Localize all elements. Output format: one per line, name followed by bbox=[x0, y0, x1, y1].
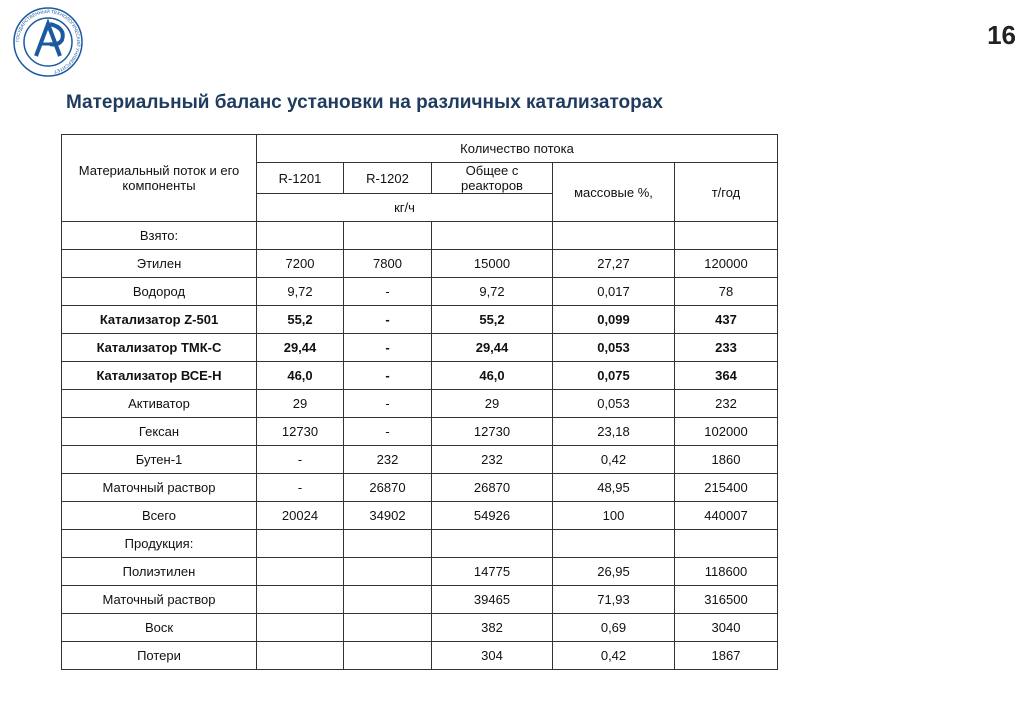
table-row bbox=[62, 334, 778, 362]
cell-r1202: - bbox=[344, 278, 432, 306]
cell-name: Бутен-1 bbox=[62, 446, 257, 474]
cell-r1201 bbox=[257, 642, 344, 670]
cell-r1201: 12730 bbox=[257, 418, 344, 446]
logo-text: ГОСУДАРСТВЕННЫЙ ТЕХНОЛОГИЧЕСКИЙ УНИВЕРСИТЕТ bbox=[14, 8, 82, 75]
table-row bbox=[62, 418, 778, 446]
cell-total: 12730 bbox=[432, 418, 553, 446]
cell-tons-year bbox=[675, 222, 778, 250]
cell-mass-percent bbox=[553, 530, 675, 558]
cell-r1202: - bbox=[344, 390, 432, 418]
cell-r1201: 29 bbox=[257, 390, 344, 418]
cell-name: Активатор bbox=[62, 390, 257, 418]
cell-tons-year: 437 bbox=[675, 306, 778, 334]
page-title: Материальный баланс установки на различных катализаторах bbox=[66, 92, 663, 113]
cell-r1202 bbox=[344, 530, 432, 558]
cell-tons-year bbox=[675, 530, 778, 558]
cell-r1201 bbox=[257, 530, 344, 558]
table-row bbox=[62, 642, 778, 670]
cell-total: 15000 bbox=[432, 250, 553, 278]
cell-tons-year: 102000 bbox=[675, 418, 778, 446]
cell-mass-percent: 0,42 bbox=[553, 446, 675, 474]
cell-mass-percent: 48,95 bbox=[553, 474, 675, 502]
cell-name: Воск bbox=[62, 614, 257, 642]
header-unit-kgh: кг/ч bbox=[257, 194, 553, 222]
cell-r1201: 9,72 bbox=[257, 278, 344, 306]
cell-r1202 bbox=[344, 642, 432, 670]
cell-tons-year: 1860 bbox=[675, 446, 778, 474]
cell-tons-year: 364 bbox=[675, 362, 778, 390]
cell-r1202 bbox=[344, 222, 432, 250]
cell-name: Всего bbox=[62, 502, 257, 530]
cell-tons-year: 3040 bbox=[675, 614, 778, 642]
header-r1202: R-1202 bbox=[344, 163, 432, 194]
cell-name: Взято: bbox=[62, 222, 257, 250]
cell-r1201: - bbox=[257, 474, 344, 502]
table-row bbox=[62, 558, 778, 586]
cell-mass-percent: 100 bbox=[553, 502, 675, 530]
cell-name: Катализатор ВСЕ-Н bbox=[62, 362, 257, 390]
cell-r1202: - bbox=[344, 418, 432, 446]
cell-total: 29,44 bbox=[432, 334, 553, 362]
header-mass-percent: массовые %, bbox=[553, 163, 675, 222]
cell-name: Катализатор Z-501 bbox=[62, 306, 257, 334]
cell-name: Продукция: bbox=[62, 530, 257, 558]
cell-tons-year: 118600 bbox=[675, 558, 778, 586]
cell-total: 9,72 bbox=[432, 278, 553, 306]
cell-name: Маточный раствор bbox=[62, 586, 257, 614]
cell-r1202: - bbox=[344, 306, 432, 334]
cell-mass-percent: 23,18 bbox=[553, 418, 675, 446]
table-row bbox=[62, 446, 778, 474]
cell-tons-year: 232 bbox=[675, 390, 778, 418]
cell-mass-percent: 0,099 bbox=[553, 306, 675, 334]
cell-mass-percent: 27,27 bbox=[553, 250, 675, 278]
cell-total: 304 bbox=[432, 642, 553, 670]
cell-r1201 bbox=[257, 222, 344, 250]
cell-mass-percent: 0,017 bbox=[553, 278, 675, 306]
table-row bbox=[62, 502, 778, 530]
cell-r1202: 34902 bbox=[344, 502, 432, 530]
cell-name: Потери bbox=[62, 642, 257, 670]
material-balance-table bbox=[61, 134, 778, 670]
cell-name: Катализатор ТМК-С bbox=[62, 334, 257, 362]
page-number: 16 bbox=[987, 20, 1016, 50]
cell-tons-year: 78 bbox=[675, 278, 778, 306]
cell-mass-percent: 0,42 bbox=[553, 642, 675, 670]
cell-r1202: - bbox=[344, 362, 432, 390]
cell-r1201: - bbox=[257, 446, 344, 474]
cell-total: 232 bbox=[432, 446, 553, 474]
cell-total: 26870 bbox=[432, 474, 553, 502]
cell-r1202: 26870 bbox=[344, 474, 432, 502]
table-row bbox=[62, 530, 778, 558]
cell-mass-percent: 0,69 bbox=[553, 614, 675, 642]
cell-total: 46,0 bbox=[432, 362, 553, 390]
cell-r1202 bbox=[344, 586, 432, 614]
cell-tons-year: 1867 bbox=[675, 642, 778, 670]
cell-r1201 bbox=[257, 558, 344, 586]
cell-mass-percent: 26,95 bbox=[553, 558, 675, 586]
cell-total: 14775 bbox=[432, 558, 553, 586]
table-row bbox=[62, 586, 778, 614]
cell-total: 39465 bbox=[432, 586, 553, 614]
header-total: Общее с реакторов bbox=[432, 163, 553, 194]
cell-r1201: 7200 bbox=[257, 250, 344, 278]
cell-tons-year: 316500 bbox=[675, 586, 778, 614]
cell-r1202: - bbox=[344, 334, 432, 362]
cell-r1201: 29,44 bbox=[257, 334, 344, 362]
cell-r1201 bbox=[257, 586, 344, 614]
cell-r1201: 55,2 bbox=[257, 306, 344, 334]
cell-mass-percent: 0,053 bbox=[553, 390, 675, 418]
cell-total bbox=[432, 222, 553, 250]
cell-mass-percent bbox=[553, 222, 675, 250]
cell-name: Маточный раствор bbox=[62, 474, 257, 502]
header-component: Материальный поток и его компоненты bbox=[62, 135, 257, 222]
cell-mass-percent: 0,075 bbox=[553, 362, 675, 390]
cell-r1202: 232 bbox=[344, 446, 432, 474]
cell-name: Полиэтилен bbox=[62, 558, 257, 586]
cell-tons-year: 215400 bbox=[675, 474, 778, 502]
table-row bbox=[62, 250, 778, 278]
cell-r1202 bbox=[344, 614, 432, 642]
cell-r1202 bbox=[344, 558, 432, 586]
cell-mass-percent: 0,053 bbox=[553, 334, 675, 362]
cell-total: 54926 bbox=[432, 502, 553, 530]
cell-total: 382 bbox=[432, 614, 553, 642]
university-logo bbox=[12, 6, 84, 78]
table-row bbox=[62, 474, 778, 502]
table-row bbox=[62, 222, 778, 250]
table-row bbox=[62, 390, 778, 418]
cell-name: Гексан bbox=[62, 418, 257, 446]
cell-r1201 bbox=[257, 614, 344, 642]
cell-name: Водород bbox=[62, 278, 257, 306]
cell-tons-year: 120000 bbox=[675, 250, 778, 278]
table-row bbox=[62, 306, 778, 334]
cell-mass-percent: 71,93 bbox=[553, 586, 675, 614]
table-row bbox=[62, 614, 778, 642]
cell-total: 29 bbox=[432, 390, 553, 418]
cell-total bbox=[432, 530, 553, 558]
cell-tons-year: 440007 bbox=[675, 502, 778, 530]
header-flow-amount: Количество потока bbox=[257, 135, 778, 163]
cell-tons-year: 233 bbox=[675, 334, 778, 362]
cell-r1201: 46,0 bbox=[257, 362, 344, 390]
cell-total: 55,2 bbox=[432, 306, 553, 334]
header-r1201: R-1201 bbox=[257, 163, 344, 194]
cell-r1202: 7800 bbox=[344, 250, 432, 278]
table-row bbox=[62, 362, 778, 390]
cell-name: Этилен bbox=[62, 250, 257, 278]
header-tons-year: т/год bbox=[675, 163, 778, 222]
table-row bbox=[62, 278, 778, 306]
cell-r1201: 20024 bbox=[257, 502, 344, 530]
